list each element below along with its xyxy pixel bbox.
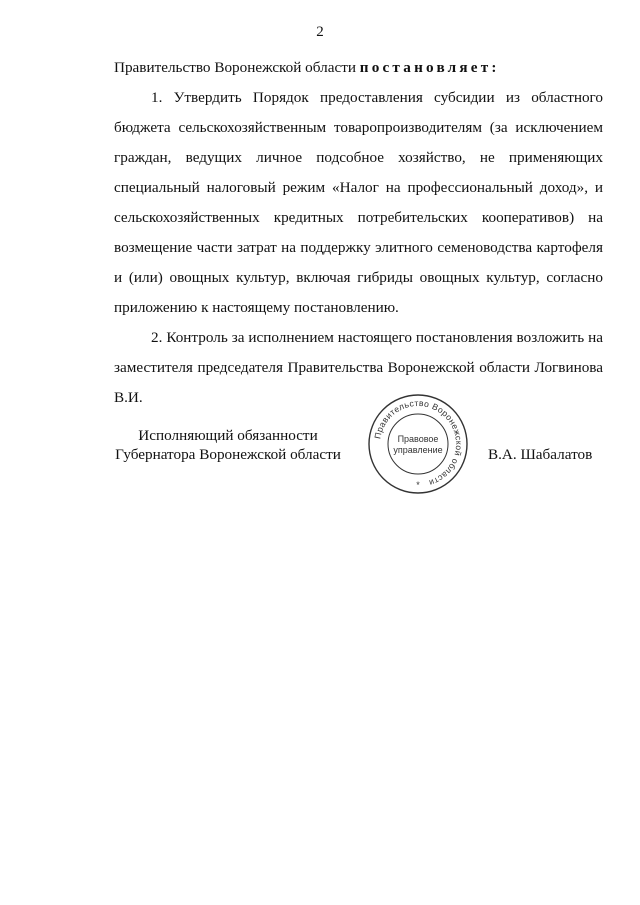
seal-star: * bbox=[416, 480, 420, 490]
signature-block bbox=[0, 426, 640, 516]
item-1-paragraph: 1. Утвердить Порядок предоставления субсидии из областного бюджета сельскохозяйственным товаропроизводителям (за исключением граждан, ведущих личное подсобное хозяйство, не применяющих специальный налоговый режим «Налог на профессиональный доход», и сельскохозяйственных кредитных потребительских кооперативов) на возмещение части затрат на поддержку элитного семеноводства картофеля и (или) овощных культур, включая гибриды овощных культур, согласно приложению к настоящему постановлению. bbox=[114, 89, 603, 316]
seal-inner-ring bbox=[388, 414, 448, 474]
signatory-name: В.А. Шабалатов bbox=[488, 446, 593, 463]
signatory-position bbox=[108, 426, 348, 464]
signatory-position-line-1: Исполняющий обязанности bbox=[138, 427, 318, 444]
official-seal bbox=[366, 392, 470, 496]
item-2-paragraph: 2. Контроль за исполнением настоящего постановления возложить на заместителя председателя Правительства Воронежской области Логвинова В.И. bbox=[114, 329, 603, 406]
decree-word: постановляет: bbox=[359, 59, 500, 76]
page-number: 2 bbox=[316, 24, 324, 40]
signatory-position-line-2: Губернатора Воронежской области bbox=[115, 446, 341, 463]
seal-inner-line-1: Правовое bbox=[397, 434, 439, 444]
seal-outer-text: Правительство Воронежской области bbox=[372, 397, 465, 489]
seal-outer-ring bbox=[369, 395, 467, 493]
intro-paragraph bbox=[114, 53, 603, 83]
seal-inner-line-2: управление bbox=[393, 445, 443, 455]
document-body bbox=[114, 53, 603, 413]
intro-text: Правительство Воронежской области bbox=[114, 59, 360, 76]
